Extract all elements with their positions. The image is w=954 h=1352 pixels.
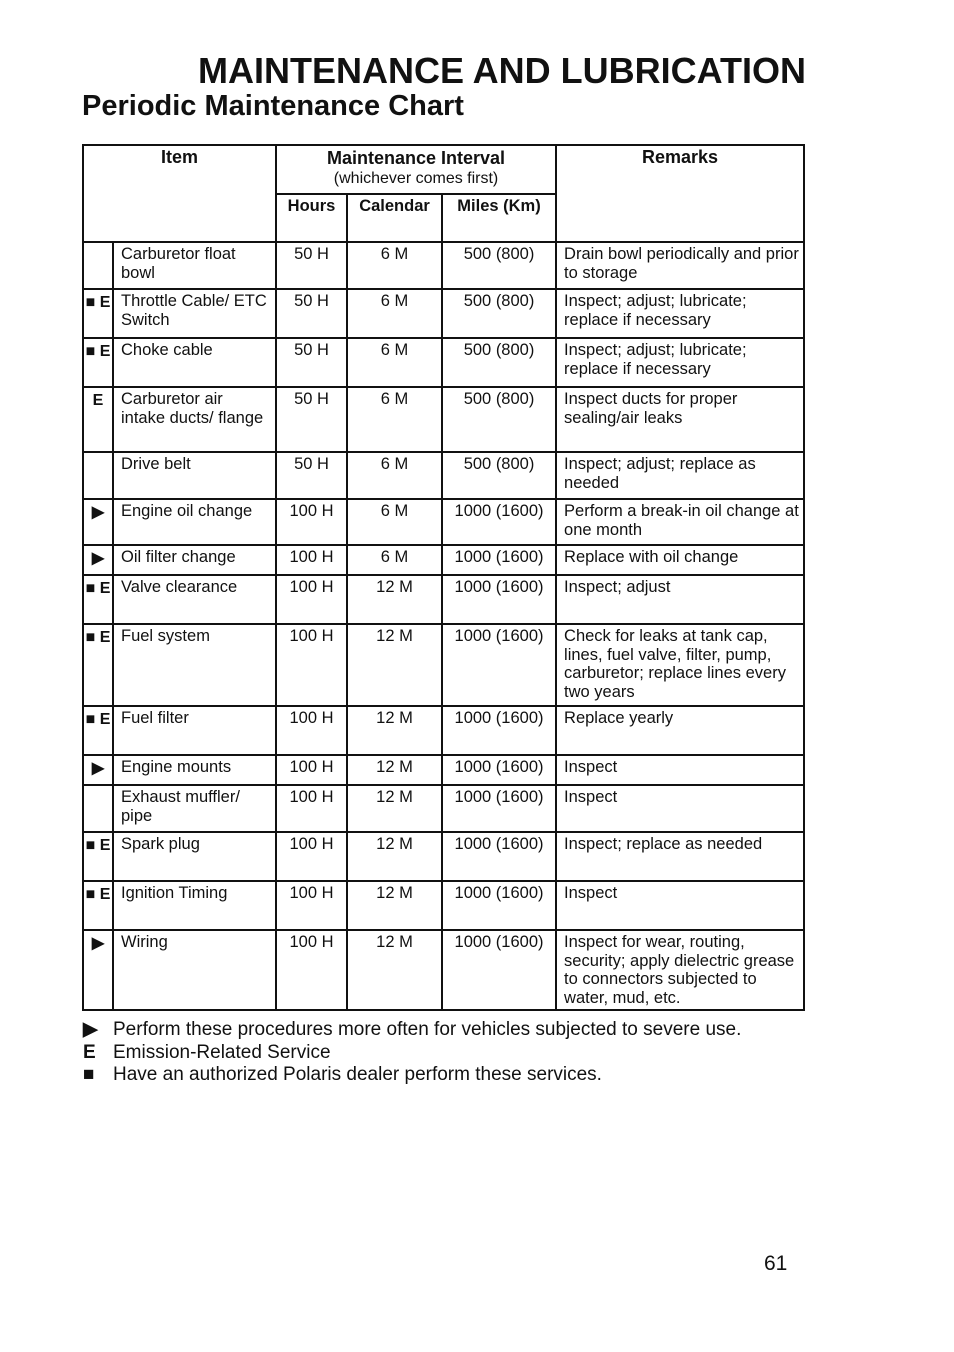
row-item: Choke cable xyxy=(113,338,276,387)
row-hours: 100 H xyxy=(276,575,347,624)
row-miles: 1000 (1600) xyxy=(442,832,556,881)
legend-text: Emission-Related Service xyxy=(113,1041,331,1063)
row-remarks: Perform a break-in oil change at one month xyxy=(556,499,804,545)
row-calendar: 6 M xyxy=(347,289,442,338)
row-remarks: Inspect xyxy=(556,881,804,930)
row-remarks: Replace with oil change xyxy=(556,545,804,575)
table-row xyxy=(83,452,804,499)
row-hours: 100 H xyxy=(276,624,347,706)
row-hours: 100 H xyxy=(276,499,347,545)
row-hours: 50 H xyxy=(276,289,347,338)
row-calendar: 6 M xyxy=(347,545,442,575)
row-mark: ▶ xyxy=(83,499,113,545)
row-calendar: 6 M xyxy=(347,387,442,452)
row-hours: 50 H xyxy=(276,242,347,289)
table-row xyxy=(83,242,804,289)
row-calendar: 12 M xyxy=(347,706,442,755)
row-item: Oil filter change xyxy=(113,545,276,575)
row-calendar: 6 M xyxy=(347,452,442,499)
row-item: Exhaust muffler/ pipe xyxy=(113,785,276,832)
table-row xyxy=(83,785,804,832)
row-miles: 500 (800) xyxy=(442,289,556,338)
row-miles: 1000 (1600) xyxy=(442,930,556,1010)
row-hours: 50 H xyxy=(276,387,347,452)
row-item: Fuel filter xyxy=(113,706,276,755)
row-miles: 500 (800) xyxy=(442,242,556,289)
row-mark: ■ E xyxy=(83,881,113,930)
legend-symbol: ■ xyxy=(83,1064,95,1085)
table-row xyxy=(83,624,804,706)
table-row xyxy=(83,881,804,930)
row-calendar: 12 M xyxy=(347,930,442,1010)
row-miles: 1000 (1600) xyxy=(442,755,556,785)
row-miles: 1000 (1600) xyxy=(442,624,556,706)
header-miles: Miles (Km) xyxy=(442,194,556,242)
table-row xyxy=(83,387,804,452)
row-calendar: 12 M xyxy=(347,755,442,785)
row-hours: 100 H xyxy=(276,706,347,755)
row-item: Wiring xyxy=(113,930,276,1010)
header-item: Item xyxy=(83,145,276,242)
table-row xyxy=(83,289,804,338)
row-mark: ▶ xyxy=(83,545,113,575)
row-remarks: Replace yearly xyxy=(556,706,804,755)
table-row xyxy=(83,755,804,785)
row-mark: ■ E xyxy=(83,575,113,624)
row-calendar: 12 M xyxy=(347,575,442,624)
table-row xyxy=(83,930,804,1010)
row-item: Drive belt xyxy=(113,452,276,499)
row-miles: 1000 (1600) xyxy=(442,545,556,575)
page-title: MAINTENANCE AND LUBRICATION xyxy=(198,50,806,91)
row-mark: ■ E xyxy=(83,289,113,338)
row-miles: 500 (800) xyxy=(442,452,556,499)
row-remarks: Inspect; adjust; lubricate; replace if necessary xyxy=(556,289,804,338)
row-calendar: 12 M xyxy=(347,832,442,881)
row-remarks: Inspect; adjust; replace as needed xyxy=(556,452,804,499)
row-item: Throttle Cable/ ETC Switch xyxy=(113,289,276,338)
row-mark: ▶ xyxy=(83,755,113,785)
row-item: Carburetor float bowl xyxy=(113,242,276,289)
header-row xyxy=(83,145,804,194)
legend-text: Perform these procedures more often for vehicles subjected to severe use. xyxy=(113,1019,742,1040)
row-hours: 100 H xyxy=(276,881,347,930)
table-row xyxy=(83,499,804,545)
section-title: Periodic Maintenance Chart xyxy=(82,90,464,122)
legend-text: Have an authorized Polaris dealer perform these services. xyxy=(113,1064,602,1085)
row-hours: 100 H xyxy=(276,832,347,881)
row-calendar: 12 M xyxy=(347,881,442,930)
row-item: Ignition Timing xyxy=(113,881,276,930)
table-row xyxy=(83,832,804,881)
row-miles: 1000 (1600) xyxy=(442,499,556,545)
row-hours: 50 H xyxy=(276,338,347,387)
row-mark: ■ E xyxy=(83,338,113,387)
maintenance-chart-table xyxy=(82,144,805,1011)
row-item: Engine mounts xyxy=(113,755,276,785)
row-miles: 1000 (1600) xyxy=(442,785,556,832)
legend xyxy=(82,1019,741,1087)
row-hours: 50 H xyxy=(276,452,347,499)
table-row xyxy=(83,706,804,755)
header-interval-label: Maintenance Interval xyxy=(326,148,506,168)
table-row xyxy=(83,338,804,387)
row-calendar: 6 M xyxy=(347,338,442,387)
row-miles: 1000 (1600) xyxy=(442,575,556,624)
row-mark xyxy=(83,242,113,289)
row-remarks: Drain bowl periodically and prior to storage xyxy=(556,242,804,289)
row-calendar: 6 M xyxy=(347,242,442,289)
row-remarks: Inspect; adjust; lubricate; replace if necessary xyxy=(556,338,804,387)
row-hours: 100 H xyxy=(276,930,347,1010)
row-mark xyxy=(83,785,113,832)
table-body xyxy=(83,242,804,1010)
row-mark: ■ E xyxy=(83,624,113,706)
row-item: Fuel system xyxy=(113,624,276,706)
header-interval-note: (whichever comes first) xyxy=(333,170,499,187)
row-remarks: Inspect; replace as needed xyxy=(556,832,804,881)
row-miles: 500 (800) xyxy=(442,387,556,452)
table-row xyxy=(83,575,804,624)
row-calendar: 12 M xyxy=(347,624,442,706)
row-item: Valve clearance xyxy=(113,575,276,624)
row-remarks: Inspect ducts for proper sealing/air leaks xyxy=(556,387,804,452)
table-row xyxy=(83,545,804,575)
row-hours: 100 H xyxy=(276,755,347,785)
row-mark: E xyxy=(83,387,113,452)
row-miles: 1000 (1600) xyxy=(442,881,556,930)
row-miles: 500 (800) xyxy=(442,338,556,387)
row-remarks: Inspect for wear, routing, security; apply dielectric grease to connectors subjected to water, mud, etc. xyxy=(556,930,804,1010)
row-mark: ▶ xyxy=(83,930,113,1010)
row-hours: 100 H xyxy=(276,545,347,575)
row-remarks: Inspect xyxy=(556,785,804,832)
header-calendar: Calendar xyxy=(347,194,442,242)
legend-symbol: E xyxy=(83,1041,96,1063)
row-remarks: Inspect; adjust xyxy=(556,575,804,624)
row-item: Engine oil change xyxy=(113,499,276,545)
row-calendar: 12 M xyxy=(347,785,442,832)
legend-item xyxy=(82,1019,741,1042)
header-maintenance-interval xyxy=(276,145,556,194)
legend-item xyxy=(82,1042,741,1065)
row-calendar: 6 M xyxy=(347,499,442,545)
row-remarks: Inspect xyxy=(556,755,804,785)
row-item: Carburetor air intake ducts/ flange xyxy=(113,387,276,452)
row-hours: 100 H xyxy=(276,785,347,832)
legend-item xyxy=(82,1064,741,1087)
legend-symbol: ▶ xyxy=(83,1019,98,1040)
row-mark: ■ E xyxy=(83,706,113,755)
row-mark: ■ E xyxy=(83,832,113,881)
page-number: 61 xyxy=(764,1252,788,1275)
row-remarks: Check for leaks at tank cap, lines, fuel valve, filter, pump, carburetor; replace lines every two years xyxy=(556,624,804,706)
row-item: Spark plug xyxy=(113,832,276,881)
row-miles: 1000 (1600) xyxy=(442,706,556,755)
header-remarks: Remarks xyxy=(556,145,804,242)
row-mark xyxy=(83,452,113,499)
header-hours: Hours xyxy=(276,194,347,242)
